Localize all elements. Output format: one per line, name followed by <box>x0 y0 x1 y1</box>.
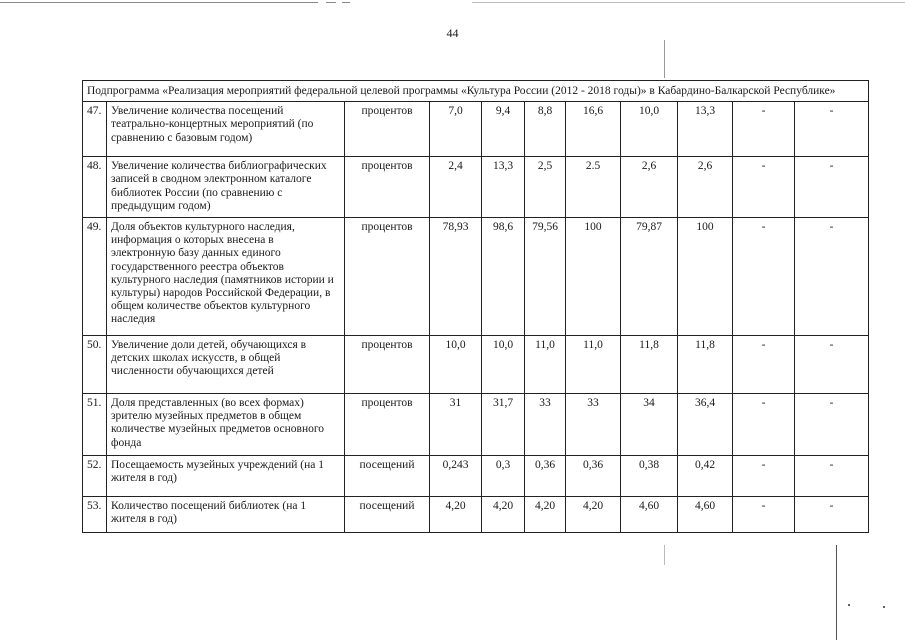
indicator-name: Увеличение доли детей, обучающихся в детских школах искусств, в общей численности обучающихся детей <box>107 336 345 394</box>
indicator-value: 16,6 <box>566 102 621 157</box>
indicator-value: - <box>795 218 869 336</box>
indicator-value: - <box>733 394 795 456</box>
indicator-value: 78,93 <box>430 218 482 336</box>
indicator-value: - <box>733 102 795 157</box>
indicator-value: - <box>795 157 869 218</box>
indicator-value: 31,7 <box>482 394 525 456</box>
row-number: 51. <box>83 394 107 456</box>
subprogram-caption: Подпрограмма «Реализация мероприятий федеральной целевой программы «Культура России (2012 - 2018 годы)» в Кабардино-Балкарской Республике» <box>83 81 869 102</box>
table-row <box>83 218 869 336</box>
subprogram-caption-row <box>83 81 869 102</box>
indicator-value: 98,6 <box>482 218 525 336</box>
indicator-value: - <box>795 497 869 533</box>
indicator-value: 13,3 <box>482 157 525 218</box>
indicator-value: 10,0 <box>430 336 482 394</box>
indicator-value: 34 <box>621 394 678 456</box>
indicator-value: 100 <box>566 218 621 336</box>
scan-top-rule <box>326 2 336 3</box>
indicator-value: 2,6 <box>621 157 678 218</box>
indicator-value: 0,3 <box>482 456 525 497</box>
indicator-value: 33 <box>566 394 621 456</box>
row-number: 52. <box>83 456 107 497</box>
indicator-value: 4,20 <box>430 497 482 533</box>
indicator-value: 9,4 <box>482 102 525 157</box>
indicator-value: 4,60 <box>621 497 678 533</box>
indicator-value: 2,5 <box>525 157 566 218</box>
unit-of-measure: процентов <box>345 157 430 218</box>
indicator-value: 100 <box>678 218 733 336</box>
indicator-name: Увеличение количества посещений театрально-концертных мероприятий (по сравнению с базовым годом) <box>107 102 345 157</box>
indicator-value: 2.5 <box>566 157 621 218</box>
row-number: 53. <box>83 497 107 533</box>
scan-artifact-dot <box>848 604 850 606</box>
unit-of-measure: процентов <box>345 102 430 157</box>
indicator-value: 2,4 <box>430 157 482 218</box>
indicator-name: Посещаемость музейных учреждений (на 1 жителя в год) <box>107 456 345 497</box>
indicator-name: Доля объектов культурного наследия, информация о которых внесена в электронную базу данных единого государственного реестра объектов культурного наследия (памятников истории и культуры) народов Российской Федерации, в общем количестве объектов культурного наследия <box>107 218 345 336</box>
scan-artifact-dot <box>883 606 885 608</box>
indicator-value: - <box>733 336 795 394</box>
unit-of-measure: процентов <box>345 394 430 456</box>
indicator-value: 4,20 <box>566 497 621 533</box>
indicator-value: - <box>733 456 795 497</box>
table-row <box>83 456 869 497</box>
indicator-value: 11,8 <box>621 336 678 394</box>
indicator-name: Количество посещений библиотек (на 1 жителя в год) <box>107 497 345 533</box>
indicator-value: - <box>795 394 869 456</box>
row-number: 50. <box>83 336 107 394</box>
indicator-value: 0,38 <box>621 456 678 497</box>
unit-of-measure: посещений <box>345 456 430 497</box>
indicator-value: 4,20 <box>482 497 525 533</box>
indicator-value: 31 <box>430 394 482 456</box>
scan-artifact-line <box>836 545 837 640</box>
indicator-value: 33 <box>525 394 566 456</box>
indicator-name: Увеличение количества библиографических записей в сводном электронном каталоге библиотек России (по сравнению с предыдущим годом) <box>107 157 345 218</box>
indicator-value: 10,0 <box>482 336 525 394</box>
scan-top-rule <box>472 2 905 3</box>
indicator-value: 11,8 <box>678 336 733 394</box>
indicator-value: 79,87 <box>621 218 678 336</box>
indicator-value: 0,42 <box>678 456 733 497</box>
indicator-value: 0,243 <box>430 456 482 497</box>
scan-top-rule <box>0 2 318 3</box>
table-row <box>83 497 869 533</box>
unit-of-measure: процентов <box>345 218 430 336</box>
indicator-value: 0,36 <box>525 456 566 497</box>
page-number: 44 <box>446 26 459 40</box>
indicator-value: 79,56 <box>525 218 566 336</box>
scan-artifact-line <box>664 40 665 78</box>
indicator-value: 4,60 <box>678 497 733 533</box>
indicator-value: 11,0 <box>525 336 566 394</box>
indicator-value: 2,6 <box>678 157 733 218</box>
indicator-value: - <box>795 456 869 497</box>
indicator-value: 0,36 <box>566 456 621 497</box>
unit-of-measure: посещений <box>345 497 430 533</box>
unit-of-measure: процентов <box>345 336 430 394</box>
indicators-table <box>82 80 869 533</box>
indicator-value: 7,0 <box>430 102 482 157</box>
indicator-value: 10,0 <box>621 102 678 157</box>
row-number: 48. <box>83 157 107 218</box>
indicator-value: 11,0 <box>566 336 621 394</box>
scan-top-rule <box>342 2 350 3</box>
row-number: 47. <box>83 102 107 157</box>
scan-artifact-line <box>664 545 665 565</box>
indicator-value: 36,4 <box>678 394 733 456</box>
indicator-value: 8,8 <box>525 102 566 157</box>
indicator-name: Доля представленных (во всех формах) зрителю музейных предметов в общем количестве музейных предметов основного фонда <box>107 394 345 456</box>
indicator-value: - <box>795 102 869 157</box>
table-row <box>83 157 869 218</box>
table-row <box>83 102 869 157</box>
indicator-value: - <box>733 157 795 218</box>
indicator-value: - <box>733 218 795 336</box>
row-number: 49. <box>83 218 107 336</box>
table-row <box>83 394 869 456</box>
indicator-value: 13,3 <box>678 102 733 157</box>
indicator-value: 4,20 <box>525 497 566 533</box>
table-row <box>83 336 869 394</box>
indicator-value: - <box>733 497 795 533</box>
indicator-value: - <box>795 336 869 394</box>
